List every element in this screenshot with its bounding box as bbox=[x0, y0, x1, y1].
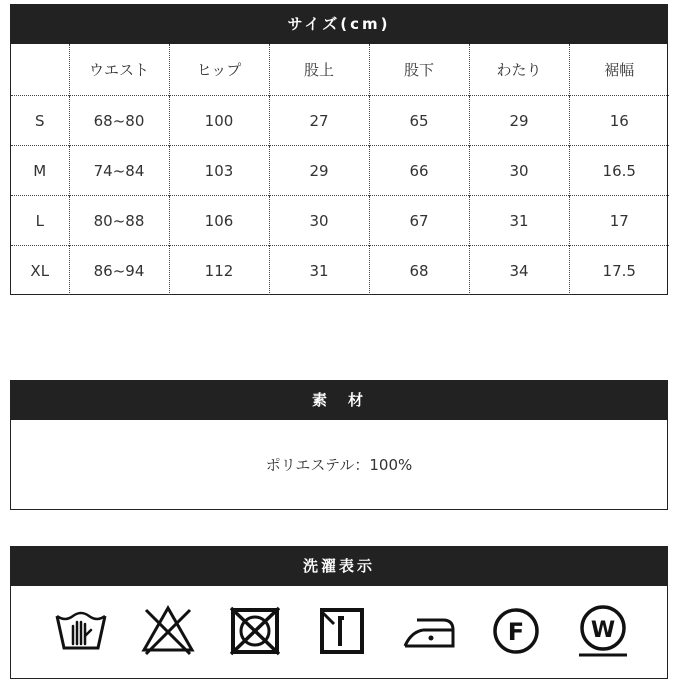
hand-wash-icon bbox=[51, 600, 111, 660]
table-row bbox=[11, 196, 669, 246]
table-row bbox=[11, 96, 669, 146]
material-section bbox=[10, 380, 668, 510]
line-dry-shade-icon bbox=[312, 600, 372, 660]
table-row bbox=[11, 146, 669, 196]
size-table bbox=[11, 44, 669, 295]
table-cell: 16.5 bbox=[569, 146, 669, 196]
dry-clean-f-icon bbox=[486, 600, 546, 660]
table-cell: S bbox=[11, 96, 69, 146]
table-cell: 17 bbox=[569, 196, 669, 246]
table-cell: 80~88 bbox=[69, 196, 169, 246]
table-cell: 68 bbox=[369, 246, 469, 296]
table-cell: 67 bbox=[369, 196, 469, 246]
care-icons-row bbox=[11, 586, 667, 678]
table-cell: 16 bbox=[569, 96, 669, 146]
table-cell: 31 bbox=[269, 246, 369, 296]
wet-clean-w-icon bbox=[573, 600, 633, 660]
table-cell: 74~84 bbox=[69, 146, 169, 196]
table-header-inseam: 股下 bbox=[369, 44, 469, 96]
dry-clean-letter: F bbox=[507, 618, 525, 646]
table-header-rise: 股上 bbox=[269, 44, 369, 96]
table-cell: XL bbox=[11, 246, 69, 296]
table-cell: 30 bbox=[469, 146, 569, 196]
care-section-title: 洗濯表示 bbox=[11, 547, 667, 586]
table-header-cell bbox=[11, 44, 69, 96]
table-cell: 106 bbox=[169, 196, 269, 246]
table-header-hem-width: 裾幅 bbox=[569, 44, 669, 96]
table-cell: L bbox=[11, 196, 69, 246]
no-tumble-dry-icon bbox=[225, 600, 285, 660]
iron-low-icon bbox=[399, 600, 459, 660]
table-cell: 68~80 bbox=[69, 96, 169, 146]
table-cell: 112 bbox=[169, 246, 269, 296]
table-cell: 17.5 bbox=[569, 246, 669, 296]
material-text: ポリエステル：100% bbox=[265, 456, 413, 474]
size-section-title: サイズ(cm) bbox=[11, 5, 667, 44]
table-header-waist: ウエスト bbox=[69, 44, 169, 96]
table-cell: 27 bbox=[269, 96, 369, 146]
table-cell: 31 bbox=[469, 196, 569, 246]
table-cell: 65 bbox=[369, 96, 469, 146]
no-bleach-icon bbox=[138, 600, 198, 660]
care-section bbox=[10, 546, 668, 679]
table-header-thigh: わたり bbox=[469, 44, 569, 96]
table-header-row bbox=[11, 44, 669, 96]
table-cell: 86~94 bbox=[69, 246, 169, 296]
table-cell: 29 bbox=[269, 146, 369, 196]
table-cell: 100 bbox=[169, 96, 269, 146]
table-header-hip: ヒップ bbox=[169, 44, 269, 96]
table-cell: 29 bbox=[469, 96, 569, 146]
table-cell: M bbox=[11, 146, 69, 196]
table-row bbox=[11, 246, 669, 296]
table-cell: 66 bbox=[369, 146, 469, 196]
wet-clean-letter: W bbox=[590, 618, 616, 643]
table-cell: 30 bbox=[269, 196, 369, 246]
size-section bbox=[10, 4, 668, 295]
table-cell: 34 bbox=[469, 246, 569, 296]
material-section-title: 素 材 bbox=[11, 381, 667, 420]
table-cell: 103 bbox=[169, 146, 269, 196]
